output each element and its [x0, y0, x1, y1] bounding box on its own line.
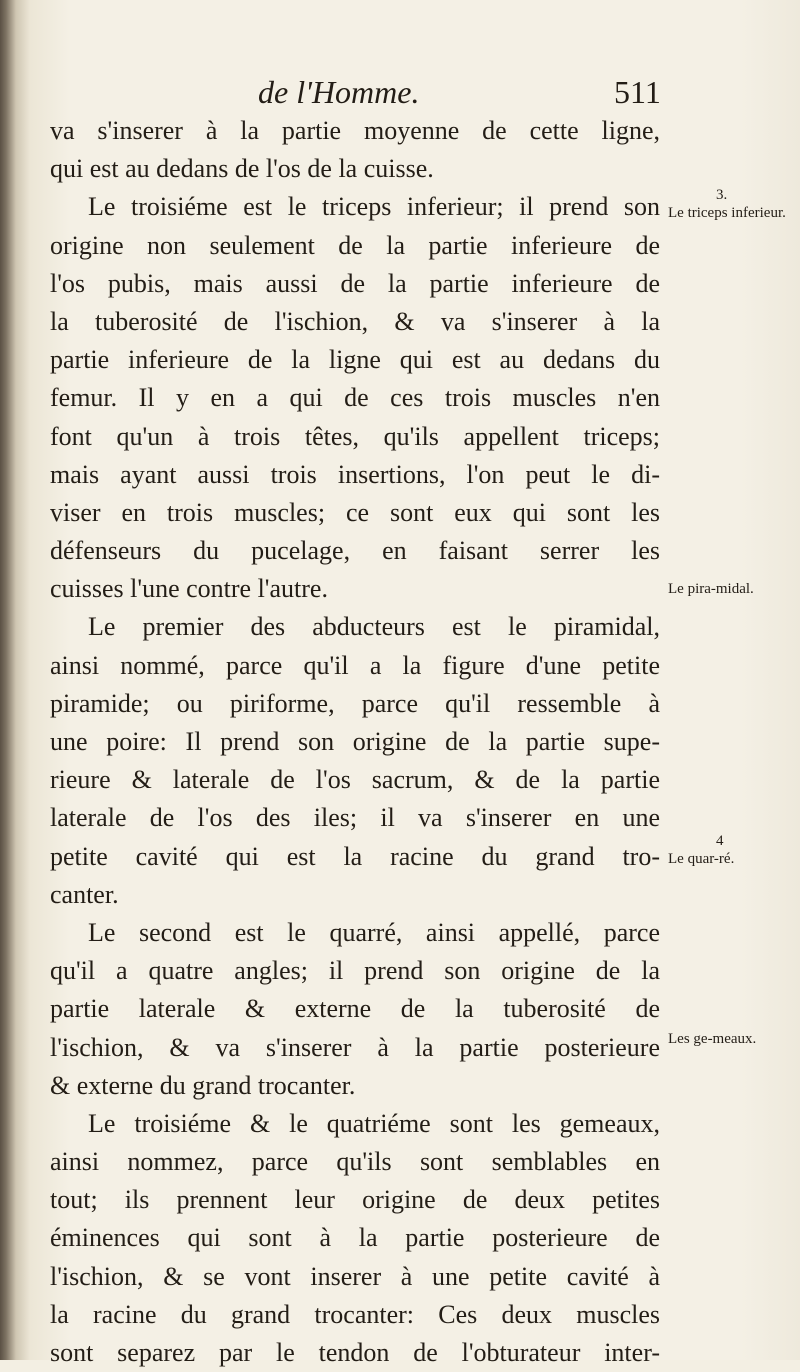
- text-line: qui est au dedans de l'os de la cuisse.: [50, 154, 434, 184]
- text-line: l'os pubis, mais aussi de la partie inferieure de: [50, 268, 660, 298]
- text-line: femur. Il y en a qui de ces trois muscles n'en: [50, 383, 660, 413]
- margin-note-gemeaux: [668, 1030, 794, 1048]
- text-line: font qu'un à trois têtes, qu'ils appellent triceps;: [50, 421, 660, 451]
- text-line: tout; ils prennent leur origine de deux petites: [50, 1185, 660, 1215]
- margin-note-text: Le triceps inferieur.: [668, 205, 786, 221]
- text-line: canter.: [50, 879, 119, 909]
- text-line: piramide; ou piriforme, parce qu'il ressemble à: [50, 688, 660, 718]
- running-title: de l'Homme.: [258, 74, 420, 110]
- text-line: Le premier des abducteurs est le piramidal,: [88, 612, 660, 642]
- text-line: la tuberosité de l'ischion, & va s'inserer à la: [50, 306, 660, 336]
- margin-note-number: 3.: [716, 187, 728, 203]
- text-line: laterale de l'os des iles; il va s'inserer en une: [50, 803, 660, 833]
- text-line: va s'inserer à la partie moyenne de cette ligne,: [50, 116, 660, 145]
- text-line: mais ayant aussi trois insertions, l'on peut le di-: [50, 459, 660, 489]
- text-line: une poire: Il prend son origine de la partie supe-: [50, 727, 660, 756]
- text-line: & externe du grand trocanter.: [50, 1070, 356, 1100]
- text-line: petite cavité qui est la racine du grand tro-: [50, 841, 660, 871]
- text-line: Le troisiéme & le quatriéme sont les gemeaux,: [88, 1108, 660, 1138]
- text-line: défenseurs du pucelage, en faisant serrer les: [50, 536, 660, 566]
- page-number: 511: [614, 74, 661, 110]
- margin-note-quarre: [668, 832, 794, 868]
- margin-note-text: Le pira-midal.: [668, 581, 754, 597]
- margin-note-number: 4: [716, 833, 724, 849]
- margin-note-piramidal: [668, 580, 794, 598]
- text-line: la racine du grand trocanter: Ces deux muscles: [50, 1299, 660, 1329]
- text-line: sont separez par le tendon de l'obturateur inter-: [50, 1338, 660, 1367]
- margin-note-triceps: [668, 186, 794, 222]
- text-line: l'ischion, & va s'inserer à la partie posterieure: [50, 1032, 660, 1062]
- page-header: [0, 72, 800, 112]
- body-text: [50, 112, 660, 1372]
- text-line: qu'il a quatre angles; il prend son origine de la: [50, 956, 660, 986]
- text-line: rieure & laterale de l'os sacrum, & de la partie: [50, 765, 660, 795]
- text-line: ainsi nommez, parce qu'ils sont semblables en: [50, 1147, 660, 1177]
- margin-note-text: Le quar-ré.: [668, 851, 735, 867]
- text-line: partie laterale & externe de la tuberosité de: [50, 994, 660, 1024]
- text-line: l'ischion, & se vont inserer à une petite cavité à: [50, 1261, 660, 1291]
- text-line: cuisses l'une contre l'autre.: [50, 574, 328, 604]
- text-line: ainsi nommé, parce qu'il a la figure d'une petite: [50, 650, 660, 680]
- text-line: Le second est le quarré, ainsi appellé, parce: [88, 917, 660, 947]
- text-line: origine non seulement de la partie inferieure de: [50, 230, 660, 260]
- text-line: partie inferieure de la ligne qui est au dedans du: [50, 345, 660, 375]
- margin-note-text: Les ge-meaux.: [668, 1031, 757, 1047]
- text-line: éminences qui sont à la partie posterieure de: [50, 1223, 660, 1253]
- text-line: Le troisiéme est le triceps inferieur; il prend son: [88, 192, 660, 222]
- text-line: viser en trois muscles; ce sont eux qui sont les: [50, 497, 660, 527]
